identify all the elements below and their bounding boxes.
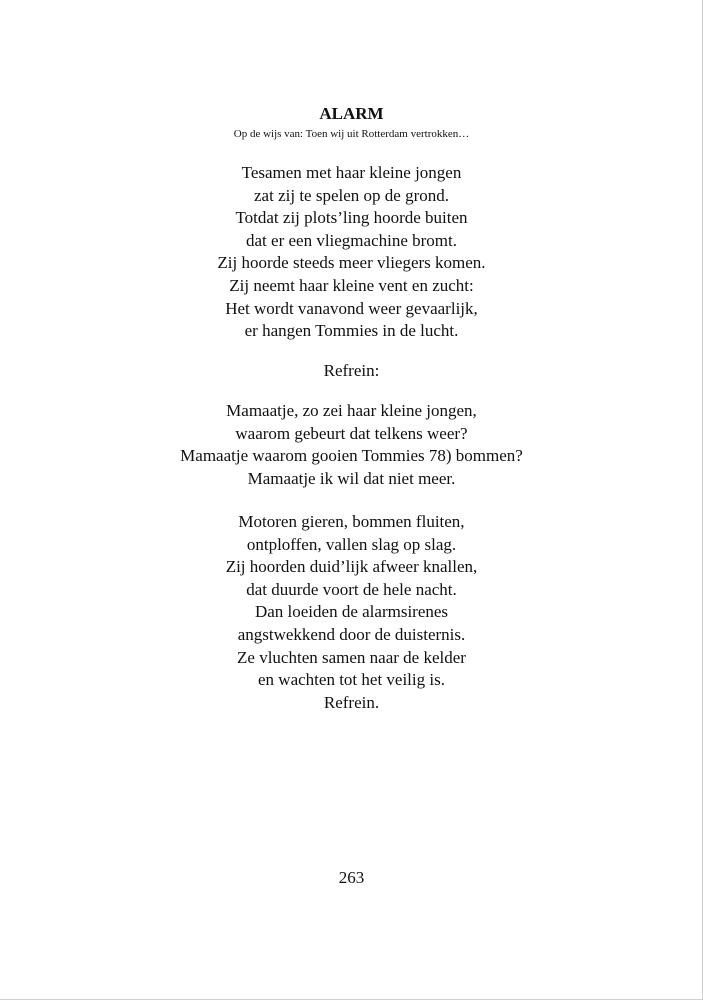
poem-line: Zij hoorde steeds meer vliegers komen.	[217, 253, 486, 273]
poem-line: er hangen Tommies in de lucht.	[244, 321, 459, 341]
poem-line: Totdat zij plots’ling hoorde buiten	[235, 208, 468, 228]
poem-line: dat duurde voort de hele nacht.	[246, 579, 457, 599]
poem-line: Mamaatje ik wil dat niet meer.	[247, 468, 456, 488]
refrain-stanza	[0, 400, 703, 490]
poem-line: waarom gebeurt dat telkens weer?	[235, 423, 468, 443]
poem-line: Ze vluchten samen naar de kelder	[237, 647, 466, 667]
poem-title: ALARM	[319, 104, 384, 123]
poem-line: Tesamen met haar kleine jongen	[241, 163, 462, 182]
poem-line: angstwekkend door de duisternis.	[237, 624, 466, 644]
poem-subtitle: Op de wijs van: Toen wij uit Rotterdam vertrokken…	[233, 128, 470, 140]
poem-line: zat zij te spelen op de grond.	[254, 185, 449, 205]
refrain-label: Refrein:	[323, 361, 380, 380]
poem-line: Zij neemt haar kleine vent en zucht:	[229, 275, 474, 295]
poem-line: Dan loeiden de alarmsirenes	[254, 602, 449, 622]
poem-line: Zij hoorden duid’lijk afweer knallen,	[225, 557, 478, 577]
poem-line: Het wordt vanavond weer gevaarlijk,	[225, 298, 478, 318]
stanza-2	[0, 511, 703, 714]
poem-line: en wachten tot het veilig is.	[258, 670, 445, 690]
poem-line: ontploffen, vallen slag op slag.	[246, 534, 457, 554]
poem-line: Mamaatje, zo zei haar kleine jongen,	[226, 401, 477, 420]
poem-line: Motoren gieren, bommen fluiten,	[238, 512, 465, 531]
stanza-1	[0, 162, 703, 343]
poem-line: Mamaatje waarom gooien Tommies 78) bommen?	[180, 446, 523, 466]
poem-line: dat er een vliegmachine bromt.	[246, 230, 457, 250]
page-number: 263	[338, 868, 365, 887]
poem-line: Refrein.	[323, 692, 380, 712]
